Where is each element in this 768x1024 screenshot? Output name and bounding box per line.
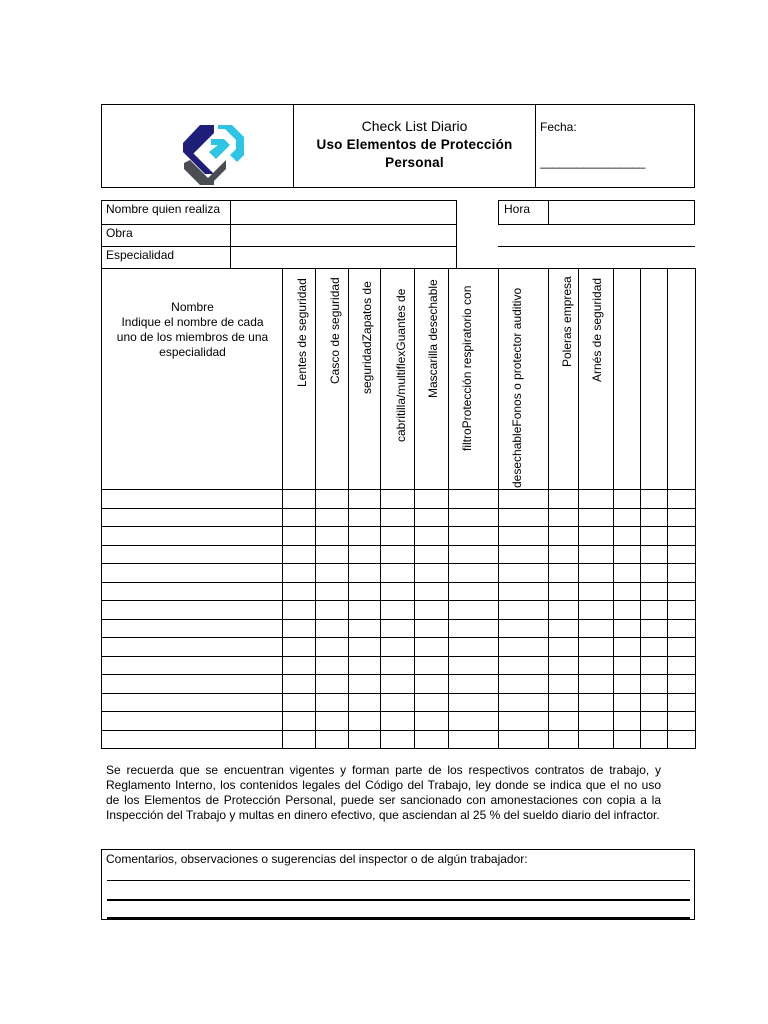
check-cell[interactable] xyxy=(549,546,578,564)
name-cell[interactable] xyxy=(102,527,282,545)
check-cell[interactable] xyxy=(349,675,380,693)
check-cell[interactable] xyxy=(349,731,380,749)
comment-line xyxy=(107,917,690,919)
name-cell[interactable] xyxy=(102,694,282,712)
check-cell[interactable] xyxy=(614,583,640,601)
name-cell[interactable] xyxy=(102,546,282,564)
check-cell[interactable] xyxy=(381,546,414,564)
grid-column-line xyxy=(695,268,696,749)
check-cell[interactable] xyxy=(283,527,315,545)
check-cell[interactable] xyxy=(283,712,315,730)
check-cell[interactable] xyxy=(668,583,695,601)
check-cell[interactable] xyxy=(641,509,667,527)
check-cell[interactable] xyxy=(283,694,315,712)
check-cell[interactable] xyxy=(641,657,667,675)
check-cell[interactable] xyxy=(579,638,613,656)
check-cell[interactable] xyxy=(549,583,578,601)
col-respiratorio-header: filtroProtección respiratorio con xyxy=(460,285,474,451)
check-cell[interactable] xyxy=(549,694,578,712)
check-cell[interactable] xyxy=(449,657,498,675)
comments-label: Comentarios, observaciones o sugerencias del inspector o de algún trabajador: xyxy=(106,852,528,866)
check-cell[interactable] xyxy=(614,564,640,582)
comments-box[interactable] xyxy=(101,849,695,920)
check-cell[interactable] xyxy=(381,564,414,582)
check-cell[interactable] xyxy=(614,694,640,712)
check-cell[interactable] xyxy=(614,712,640,730)
name-cell[interactable] xyxy=(102,731,282,749)
check-cell[interactable] xyxy=(668,509,695,527)
col-lentes-header: Lentes de seguridad xyxy=(295,278,309,387)
check-cell[interactable] xyxy=(415,509,448,527)
check-cell[interactable] xyxy=(349,564,380,582)
obra-field[interactable] xyxy=(231,225,456,246)
name-cell[interactable] xyxy=(102,620,282,638)
check-cell[interactable] xyxy=(316,620,348,638)
check-cell[interactable] xyxy=(641,527,667,545)
check-cell[interactable] xyxy=(381,694,414,712)
check-cell[interactable] xyxy=(641,675,667,693)
hora-field[interactable] xyxy=(549,201,694,224)
check-cell[interactable] xyxy=(499,601,548,619)
check-cell[interactable] xyxy=(316,601,348,619)
col-zapatos-header: seguridadZapatos de xyxy=(360,281,374,394)
check-cell[interactable] xyxy=(349,583,380,601)
check-cell[interactable] xyxy=(668,694,695,712)
check-cell[interactable] xyxy=(283,731,315,749)
check-cell[interactable] xyxy=(349,712,380,730)
check-cell[interactable] xyxy=(499,657,548,675)
check-cell[interactable] xyxy=(316,638,348,656)
check-cell[interactable] xyxy=(549,490,578,508)
comment-line xyxy=(107,899,690,901)
check-cell[interactable] xyxy=(381,657,414,675)
check-cell[interactable] xyxy=(579,620,613,638)
check-cell[interactable] xyxy=(499,712,548,730)
especialidad-label: Especialidad xyxy=(106,248,175,262)
check-cell[interactable] xyxy=(381,509,414,527)
name-cell[interactable] xyxy=(102,490,282,508)
check-cell[interactable] xyxy=(549,601,578,619)
col-arnes-header: Arnés de seguridad xyxy=(590,277,604,382)
divider xyxy=(456,200,457,269)
check-cell[interactable] xyxy=(579,601,613,619)
check-cell[interactable] xyxy=(499,675,548,693)
check-cell[interactable] xyxy=(415,601,448,619)
check-cell[interactable] xyxy=(316,694,348,712)
hora-label: Hora xyxy=(504,202,531,216)
check-cell[interactable] xyxy=(349,546,380,564)
check-cell[interactable] xyxy=(641,638,667,656)
form-subtitle: Uso Elementos de Protección Personal xyxy=(316,137,513,170)
check-cell[interactable] xyxy=(349,657,380,675)
check-cell[interactable] xyxy=(668,675,695,693)
check-cell[interactable] xyxy=(614,620,640,638)
check-cell[interactable] xyxy=(499,546,548,564)
check-cell[interactable] xyxy=(381,583,414,601)
check-cell[interactable] xyxy=(499,731,548,749)
check-cell[interactable] xyxy=(549,527,578,545)
comment-line xyxy=(107,880,690,881)
check-cell[interactable] xyxy=(449,583,498,601)
name-cell[interactable] xyxy=(102,657,282,675)
check-cell[interactable] xyxy=(316,675,348,693)
check-cell[interactable] xyxy=(668,601,695,619)
check-cell[interactable] xyxy=(641,490,667,508)
logo-cell xyxy=(102,105,294,187)
check-cell[interactable] xyxy=(381,675,414,693)
check-cell[interactable] xyxy=(449,731,498,749)
check-cell[interactable] xyxy=(316,509,348,527)
fecha-label: Fecha: xyxy=(540,120,577,134)
check-cell[interactable] xyxy=(415,638,448,656)
check-cell[interactable] xyxy=(668,490,695,508)
check-cell[interactable] xyxy=(549,564,578,582)
company-logo xyxy=(178,119,248,189)
col-poleras-header: Poleras empresa xyxy=(560,276,574,367)
check-cell[interactable] xyxy=(549,712,578,730)
check-cell[interactable] xyxy=(316,731,348,749)
especialidad-field[interactable] xyxy=(231,247,456,268)
check-cell[interactable] xyxy=(641,564,667,582)
check-cell[interactable] xyxy=(668,527,695,545)
check-cell[interactable] xyxy=(614,657,640,675)
check-cell[interactable] xyxy=(614,675,640,693)
check-cell[interactable] xyxy=(499,564,548,582)
check-cell[interactable] xyxy=(641,731,667,749)
check-cell[interactable] xyxy=(415,527,448,545)
check-cell[interactable] xyxy=(641,712,667,730)
check-cell[interactable] xyxy=(614,731,640,749)
check-cell[interactable] xyxy=(283,546,315,564)
name-cell[interactable] xyxy=(102,583,282,601)
check-cell[interactable] xyxy=(381,638,414,656)
check-cell[interactable] xyxy=(349,638,380,656)
check-cell[interactable] xyxy=(579,675,613,693)
check-cell[interactable] xyxy=(668,657,695,675)
check-cell[interactable] xyxy=(283,601,315,619)
check-cell[interactable] xyxy=(549,620,578,638)
check-cell[interactable] xyxy=(415,694,448,712)
check-cell[interactable] xyxy=(381,601,414,619)
fecha-cell xyxy=(536,105,694,187)
check-cell[interactable] xyxy=(283,509,315,527)
check-cell[interactable] xyxy=(415,731,448,749)
name-cell[interactable] xyxy=(102,509,282,527)
check-cell[interactable] xyxy=(614,490,640,508)
check-cell[interactable] xyxy=(283,583,315,601)
check-cell[interactable] xyxy=(668,546,695,564)
check-cell[interactable] xyxy=(316,564,348,582)
check-cell[interactable] xyxy=(499,638,548,656)
check-cell[interactable] xyxy=(579,564,613,582)
check-cell[interactable] xyxy=(415,490,448,508)
check-cell[interactable] xyxy=(579,712,613,730)
check-cell[interactable] xyxy=(316,657,348,675)
check-cell[interactable] xyxy=(668,620,695,638)
check-cell[interactable] xyxy=(449,527,498,545)
check-cell[interactable] xyxy=(449,712,498,730)
nombre-column-header: Nombre Indique el nombre de cada uno de los miembros de una especialidad xyxy=(116,300,269,359)
check-cell[interactable] xyxy=(381,527,414,545)
check-cell[interactable] xyxy=(283,564,315,582)
check-cell[interactable] xyxy=(316,546,348,564)
name-cell[interactable] xyxy=(102,675,282,693)
check-cell[interactable] xyxy=(381,712,414,730)
check-cell[interactable] xyxy=(641,620,667,638)
check-cell[interactable] xyxy=(579,509,613,527)
check-cell[interactable] xyxy=(415,564,448,582)
check-cell[interactable] xyxy=(449,675,498,693)
check-cell[interactable] xyxy=(641,694,667,712)
obra-label: Obra xyxy=(106,226,133,240)
check-cell[interactable] xyxy=(499,527,548,545)
legal-notice: Se recuerda que se encuentran vigentes y forman parte de los respectivos contratos de trabajo, y Reglamento Interno, los contenidos legales del Código del Trabajo, ley donde se indica que el no uso de los Elementos de Protección Personal, puede ser sancionado con amonestaciones con copia a la Inspección del Trabajo y multas en dinero efectivo, que asciendan al 25 % del sueldo diario del infractor. xyxy=(106,763,661,822)
check-cell[interactable] xyxy=(579,657,613,675)
check-cell[interactable] xyxy=(668,731,695,749)
check-cell[interactable] xyxy=(283,675,315,693)
check-cell[interactable] xyxy=(614,638,640,656)
check-cell[interactable] xyxy=(668,564,695,582)
check-cell[interactable] xyxy=(316,712,348,730)
check-cell[interactable] xyxy=(641,601,667,619)
check-cell[interactable] xyxy=(349,694,380,712)
check-cell[interactable] xyxy=(499,509,548,527)
check-cell[interactable] xyxy=(499,694,548,712)
check-cell[interactable] xyxy=(614,601,640,619)
check-cell[interactable] xyxy=(449,601,498,619)
check-cell[interactable] xyxy=(381,490,414,508)
check-cell[interactable] xyxy=(614,546,640,564)
grid-top-line xyxy=(101,268,695,269)
check-cell[interactable] xyxy=(283,638,315,656)
check-cell[interactable] xyxy=(549,638,578,656)
title-cell xyxy=(294,105,536,187)
check-cell[interactable] xyxy=(641,546,667,564)
check-cell[interactable] xyxy=(668,712,695,730)
check-cell[interactable] xyxy=(381,620,414,638)
check-cell[interactable] xyxy=(449,490,498,508)
fecha-field[interactable]: _________________ xyxy=(540,155,645,169)
check-cell[interactable] xyxy=(614,509,640,527)
check-cell[interactable] xyxy=(415,712,448,730)
check-cell[interactable] xyxy=(549,675,578,693)
check-cell[interactable] xyxy=(283,657,315,675)
check-cell[interactable] xyxy=(549,731,578,749)
check-cell[interactable] xyxy=(449,546,498,564)
check-cell[interactable] xyxy=(499,583,548,601)
check-cell[interactable] xyxy=(549,657,578,675)
check-cell[interactable] xyxy=(349,527,380,545)
name-cell[interactable] xyxy=(102,564,282,582)
check-cell[interactable] xyxy=(579,527,613,545)
check-cell[interactable] xyxy=(316,527,348,545)
check-cell[interactable] xyxy=(349,490,380,508)
check-cell[interactable] xyxy=(579,731,613,749)
nombre-realiza-label: Nombre quien realiza xyxy=(106,202,221,216)
check-cell[interactable] xyxy=(349,601,380,619)
divider xyxy=(498,246,695,247)
name-cell[interactable] xyxy=(102,601,282,619)
check-cell[interactable] xyxy=(449,620,498,638)
check-cell[interactable] xyxy=(449,509,498,527)
check-cell[interactable] xyxy=(549,509,578,527)
check-cell[interactable] xyxy=(349,509,380,527)
check-cell[interactable] xyxy=(614,527,640,545)
check-cell[interactable] xyxy=(349,620,380,638)
nombre-realiza-field[interactable] xyxy=(231,201,456,224)
check-cell[interactable] xyxy=(415,546,448,564)
col-casco-header: Casco de seguridad xyxy=(328,277,342,384)
check-cell[interactable] xyxy=(668,638,695,656)
check-cell[interactable] xyxy=(579,490,613,508)
col-fonos-header: desechableFonos o protector auditivo xyxy=(510,287,524,488)
check-cell[interactable] xyxy=(283,490,315,508)
check-cell[interactable] xyxy=(449,694,498,712)
check-cell[interactable] xyxy=(579,546,613,564)
check-cell[interactable] xyxy=(316,583,348,601)
check-cell[interactable] xyxy=(415,583,448,601)
form-header xyxy=(101,104,695,188)
check-cell[interactable] xyxy=(499,620,548,638)
check-cell[interactable] xyxy=(449,564,498,582)
col-mascarilla-header: Mascarilla desechable xyxy=(426,279,440,398)
check-cell[interactable] xyxy=(579,583,613,601)
check-cell[interactable] xyxy=(449,638,498,656)
check-cell[interactable] xyxy=(415,620,448,638)
name-cell[interactable] xyxy=(102,712,282,730)
form-title: Check List Diario xyxy=(361,118,468,134)
check-cell[interactable] xyxy=(415,657,448,675)
check-cell[interactable] xyxy=(499,490,548,508)
check-cell[interactable] xyxy=(579,694,613,712)
name-cell[interactable] xyxy=(102,638,282,656)
check-cell[interactable] xyxy=(283,620,315,638)
check-cell[interactable] xyxy=(641,583,667,601)
col-guantes-header: cabritilla/multiflexGuantes de xyxy=(394,288,408,442)
check-cell[interactable] xyxy=(415,675,448,693)
check-cell[interactable] xyxy=(381,731,414,749)
check-cell[interactable] xyxy=(316,490,348,508)
